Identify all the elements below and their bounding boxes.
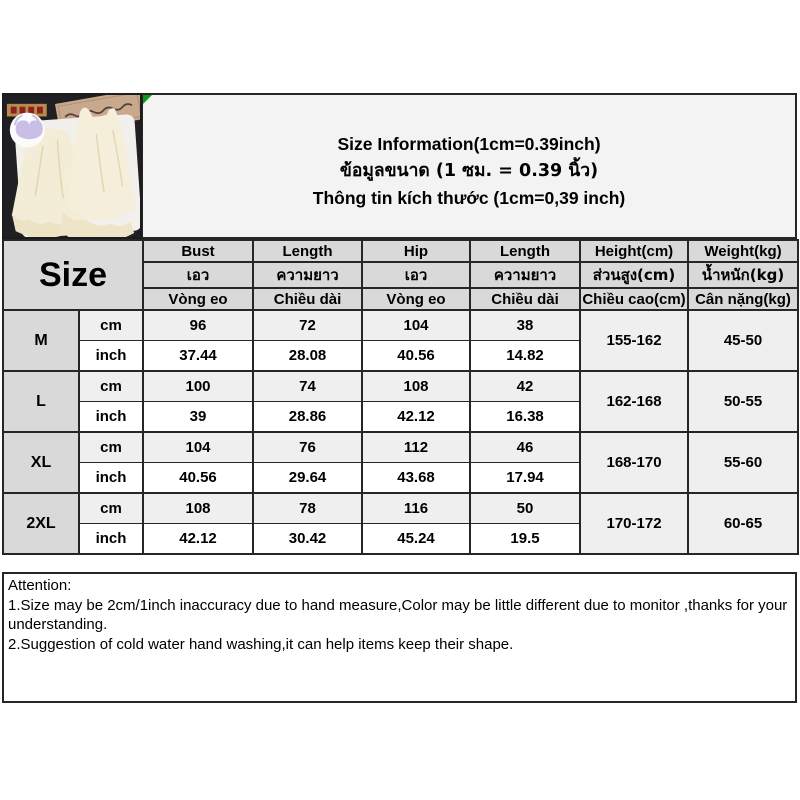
col-header-height-vi: Chiều cao(cm) — [580, 288, 688, 310]
height-range-cell: 170-172 — [580, 493, 688, 554]
value-cell: 28.08 — [253, 341, 362, 372]
value-cell: 42.12 — [143, 524, 253, 555]
col-header-height: Height(cm) — [580, 240, 688, 262]
value-cell: 108 — [362, 371, 470, 402]
value-cell: 108 — [143, 493, 253, 524]
value-cell: 28.86 — [253, 402, 362, 433]
attention-note — [2, 572, 797, 703]
table-row — [3, 493, 798, 524]
attention-line-1: 1.Size may be 2cm/1inch inaccuracy due to hand measure,Color may be little different due to monitor ,thanks for your understanding. — [8, 596, 788, 633]
value-cell: 17.94 — [470, 463, 580, 494]
col-header-length1-vi: Chiều dài — [253, 288, 362, 310]
size-cell-l: L — [3, 371, 79, 432]
value-cell: 46 — [470, 432, 580, 463]
top-row — [2, 93, 797, 239]
col-header-hip-th: เอว — [362, 262, 470, 288]
value-cell: 37.44 — [143, 341, 253, 372]
unit-cell: inch — [79, 524, 143, 555]
value-cell: 19.5 — [470, 524, 580, 555]
attention-line-2: 2.Suggestion of cold water hand washing,it can help items keep their shape. — [8, 635, 514, 653]
value-cell: 100 — [143, 371, 253, 402]
col-header-weight-vi: Cân nặng(kg) — [688, 288, 798, 310]
size-table — [2, 239, 799, 555]
weight-range-cell: 45-50 — [688, 310, 798, 371]
col-header-weight-th: น้ำหนัก(kg) — [688, 262, 798, 288]
col-header-bust-vi: Vòng eo — [143, 288, 253, 310]
col-header-length2: Length — [470, 240, 580, 262]
value-cell: 42.12 — [362, 402, 470, 433]
col-header-length1: Length — [253, 240, 362, 262]
value-cell: 45.24 — [362, 524, 470, 555]
header-row-english — [3, 240, 798, 262]
col-header-weight: Weight(kg) — [688, 240, 798, 262]
value-cell: 74 — [253, 371, 362, 402]
value-cell: 96 — [143, 310, 253, 341]
height-range-cell: 168-170 — [580, 432, 688, 493]
product-photo — [2, 93, 142, 239]
value-cell: 16.38 — [470, 402, 580, 433]
value-cell: 78 — [253, 493, 362, 524]
value-cell: 104 — [362, 310, 470, 341]
col-header-length2-th: ความยาว — [470, 262, 580, 288]
unit-cell: inch — [79, 341, 143, 372]
weight-range-cell: 50-55 — [688, 371, 798, 432]
col-header-height-th: ส่วนสูง(cm) — [580, 262, 688, 288]
col-header-length1-th: ความยาว — [253, 262, 362, 288]
size-cell-2xl: 2XL — [3, 493, 79, 554]
col-header-bust: Bust — [143, 240, 253, 262]
table-row — [3, 432, 798, 463]
value-cell: 40.56 — [362, 341, 470, 372]
product-photo-illustration — [4, 95, 140, 237]
table-row — [3, 371, 798, 402]
unit-cell: cm — [79, 493, 143, 524]
size-header: Size — [3, 240, 143, 310]
value-cell: 116 — [362, 493, 470, 524]
unit-cell: inch — [79, 463, 143, 494]
weight-range-cell: 55-60 — [688, 432, 798, 493]
value-cell: 14.82 — [470, 341, 580, 372]
size-cell-xl: XL — [3, 432, 79, 493]
height-range-cell: 162-168 — [580, 371, 688, 432]
value-cell: 43.68 — [362, 463, 470, 494]
value-cell: 42 — [470, 371, 580, 402]
unit-cell: cm — [79, 432, 143, 463]
attention-heading: Attention: — [8, 577, 72, 594]
value-cell: 50 — [470, 493, 580, 524]
value-cell: 76 — [253, 432, 362, 463]
value-cell: 30.42 — [253, 524, 362, 555]
height-range-cell: 155-162 — [580, 310, 688, 371]
size-cell-m: M — [3, 310, 79, 371]
title-vietnamese: Thông tin kích thước (1cm=0,39 inch) — [312, 187, 626, 208]
unit-cell: cm — [79, 371, 143, 402]
title-english: Size Information(1cm=0.39inch) — [337, 133, 601, 154]
value-cell: 72 — [253, 310, 362, 341]
unit-cell: cm — [79, 310, 143, 341]
value-cell: 40.56 — [143, 463, 253, 494]
col-header-hip-vi: Vòng eo — [362, 288, 470, 310]
weight-range-cell: 60-65 — [688, 493, 798, 554]
unit-cell: inch — [79, 402, 143, 433]
value-cell: 39 — [143, 402, 253, 433]
value-cell: 29.64 — [253, 463, 362, 494]
table-row — [3, 310, 798, 341]
value-cell: 104 — [143, 432, 253, 463]
title-thai: ข้อมูลขนาด (1 ซม. = 0.39 นิ้ว) — [339, 160, 599, 181]
value-cell: 38 — [470, 310, 580, 341]
title-block — [142, 93, 797, 239]
green-corner-triangle-icon — [143, 95, 152, 104]
col-header-length2-vi: Chiều dài — [470, 288, 580, 310]
col-header-hip: Hip — [362, 240, 470, 262]
col-header-bust-th: เอว — [143, 262, 253, 288]
value-cell: 112 — [362, 432, 470, 463]
